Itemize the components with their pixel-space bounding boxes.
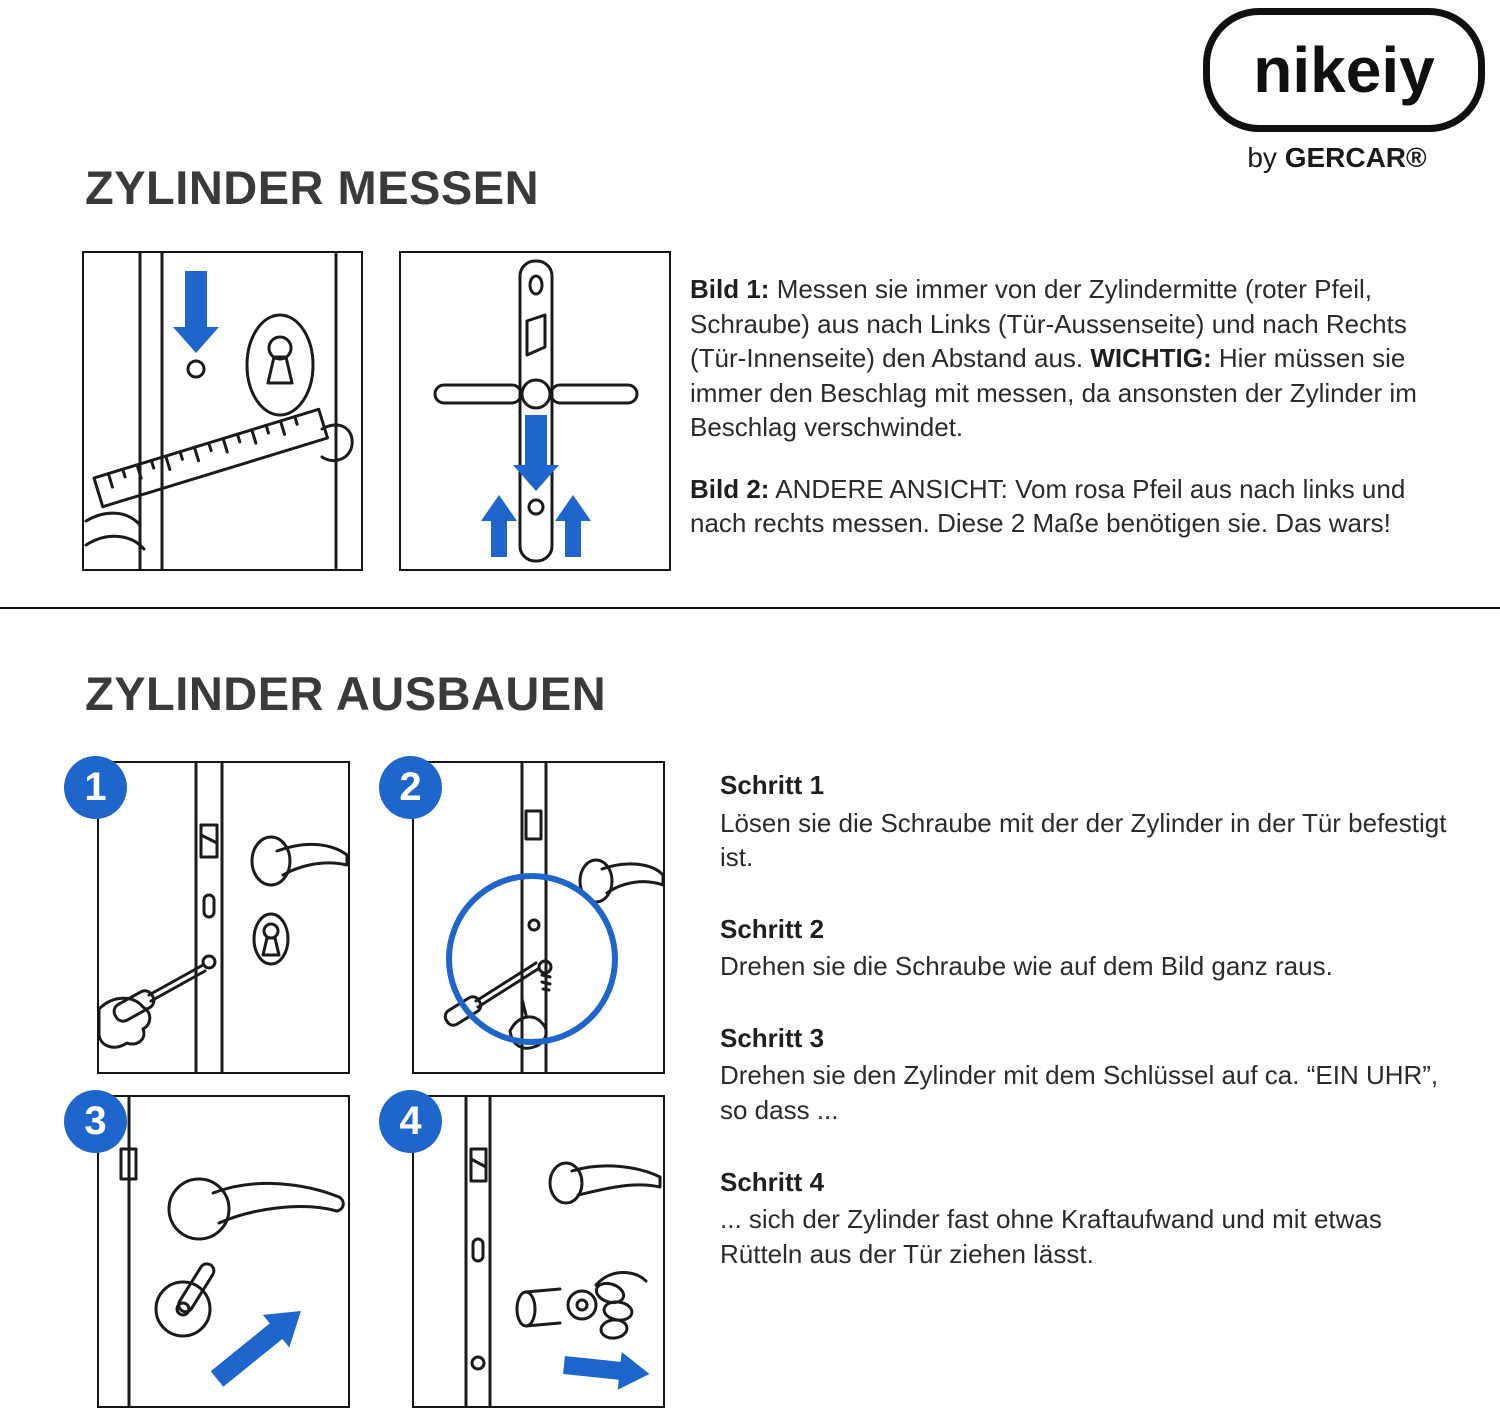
measure-section-title: ZYLINDER MESSEN xyxy=(85,161,540,214)
step-number-badge-1: 1 xyxy=(64,756,127,819)
illustration-step3-turn-key xyxy=(97,1095,350,1408)
blue-diagonal-arrow-icon xyxy=(204,1295,314,1396)
blue-up-arrow-left-icon xyxy=(481,495,517,557)
bild1-text-b: Hier müssen sie immer den Beschlag mit messen, da ansonsten der Zylinder im Beschlag verschwindet. xyxy=(690,343,1417,443)
illustration-measure-ruler xyxy=(82,251,363,571)
step-4 xyxy=(720,1165,1468,1272)
bild1-paragraph xyxy=(690,272,1468,445)
step4-drawing xyxy=(414,1097,663,1406)
brand-logo xyxy=(1203,8,1485,132)
bild1-wichtig-label: WICHTIG: xyxy=(1090,343,1212,374)
step-1-text: Lösen sie die Schraube mit der der Zylinder in der Tür befestigt ist. xyxy=(720,807,1447,873)
step-1 xyxy=(720,768,1468,875)
bild2-paragraph xyxy=(690,472,1468,541)
step-2-label: Schritt 2 xyxy=(720,913,825,944)
step1-drawing xyxy=(99,763,348,1072)
step-number-badge-2: 2 xyxy=(379,756,442,819)
step-number-badge-3: 3 xyxy=(64,1090,127,1153)
bild1-label: Bild 1: xyxy=(690,274,770,304)
step-4-label: Schritt 4 xyxy=(720,1166,825,1197)
step-3-text: Drehen sie den Zylinder mit dem Schlüssel auf ca. “EIN UHR”, so dass ... xyxy=(720,1060,1439,1126)
step-2-text: Drehen sie die Schraube wie auf dem Bild ganz raus. xyxy=(720,951,1333,982)
step-2 xyxy=(720,912,1468,984)
brand-byline xyxy=(1203,142,1471,174)
bild2-label: Bild 2: xyxy=(690,473,770,504)
faceplate-drawing xyxy=(401,253,669,569)
byline-name: GERCAR® xyxy=(1284,142,1427,173)
blue-down-arrow-icon xyxy=(173,271,219,353)
step3-drawing xyxy=(99,1097,348,1406)
blue-up-arrow-right-icon xyxy=(555,495,591,557)
bild1-text-a: Messen sie immer von der Zylindermitte (roter Pfeil, Schraube) aus nach Links (Tür-Aussenseite) und nach Rechts (Tür-Innenseite) den Abstand aus. xyxy=(690,274,1407,374)
illustration-faceplate-arrows xyxy=(399,251,671,571)
measure-ruler-drawing xyxy=(84,253,361,569)
illustration-step4-pull-cylinder xyxy=(412,1095,665,1408)
byline-prefix: by xyxy=(1247,142,1277,173)
step2-drawing xyxy=(414,763,663,1072)
remove-section-title: ZYLINDER AUSBAUEN xyxy=(85,667,607,720)
illustration-step1-unscrew xyxy=(97,761,350,1074)
step-4-text: ... sich der Zylinder fast ohne Kraftaufwand und mit etwas Rütteln aus der Tür ziehen lässt. xyxy=(720,1204,1382,1269)
step-3 xyxy=(720,1021,1468,1128)
blue-right-arrow-icon xyxy=(562,1346,652,1393)
section-divider xyxy=(0,607,1500,609)
measure-instructions xyxy=(690,272,1468,541)
illustration-step2-screw-out xyxy=(412,761,665,1074)
bild2-text: ANDERE ANSICHT: Vom rosa Pfeil aus nach links und nach rechts messen. Diese 2 Maße benötigen sie. Das wars! xyxy=(690,473,1406,539)
removal-steps xyxy=(720,768,1468,1308)
step-1-label: Schritt 1 xyxy=(720,770,825,800)
step-number-badge-4: 4 xyxy=(379,1090,442,1153)
step-3-label: Schritt 3 xyxy=(720,1022,825,1053)
brand-logo-text: nikeiy xyxy=(1253,34,1435,106)
